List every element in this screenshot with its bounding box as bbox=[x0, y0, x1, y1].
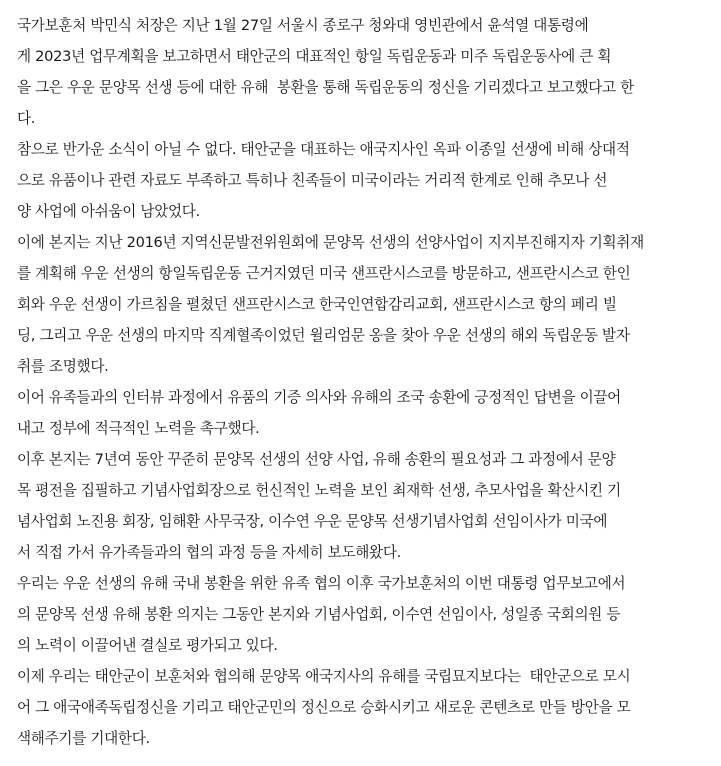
paragraph-6 bbox=[17, 568, 717, 661]
text-line: 다. bbox=[17, 110, 36, 127]
text-line: 딩, 그리고 우운 선생의 마지막 직계혈족이었던 윌리엄문 옹을 찾아 우운 선생의 해외 독립운동 발자 bbox=[17, 327, 630, 344]
text-line: 내고 정부에 적극적인 노력을 촉구했다. bbox=[17, 420, 260, 437]
paragraph-5 bbox=[17, 444, 717, 568]
paragraph-2 bbox=[17, 134, 717, 227]
paragraph-3 bbox=[17, 227, 717, 382]
text-line: 의 노력이 이끌어낸 결실로 평가되고 있다. bbox=[17, 637, 278, 654]
text-line: 우리는 우운 선생의 유해 국내 봉환을 위한 유족 협의 이후 국가보훈처의 이번 대통령 업무보고에서 bbox=[17, 575, 626, 592]
text-line: 를 계획해 우운 선생의 항일독립운동 근거지였던 미국 샌프란시스코를 방문하고, 샌프란시스코 한인 bbox=[17, 265, 631, 282]
text-line: 색해주기를 기대한다. bbox=[17, 730, 150, 747]
text-line: 이에 본지는 지난 2016년 지역신문발전위원회에 문양목 선생의 선양사업이 지지부진해지자 기획취재 bbox=[17, 234, 644, 251]
text-line: 의 문양목 선생 유해 봉환 의지는 그동안 본지와 기념사업회, 이수연 선임이사, 성일종 국회의원 등 bbox=[17, 606, 621, 623]
text-line: 게 2023년 업무계획을 보고하면서 태안군의 대표적인 항일 독립운동과 미주 독립운동사에 큰 획 bbox=[17, 48, 612, 65]
text-line: 참으로 반가운 소식이 아닐 수 없다. 태안군을 대표하는 애국지사인 옥파 이종일 선생에 비해 상대적 bbox=[17, 141, 630, 158]
text-line: 양 사업에 아쉬움이 남았었다. bbox=[17, 203, 200, 220]
text-line: 이후 본지는 7년여 동안 꾸준히 문양목 선생의 선양 사업, 유해 송환의 필요성과 그 과정에서 문양 bbox=[17, 451, 616, 468]
text-line: 목 평전을 집필하고 기념사업회장으로 헌신적인 노력을 보인 최재학 선생, 추모사업을 확산시킨 기 bbox=[17, 482, 621, 499]
text-line: 으로 유품이나 관련 자료도 부족하고 특히나 친족들이 미국이라는 거리적 한계로 인해 추모나 선 bbox=[17, 172, 608, 189]
text-line: 이제 우리는 태안군이 보훈처와 협의해 문양목 애국지사의 유해를 국립묘지보다는 태안군으로 모시 bbox=[17, 668, 631, 685]
article-body bbox=[17, 10, 717, 754]
text-line: 회와 우운 선생이 가르침을 펼쳤던 샌프란시스코 한국인연합감리교회, 샌프란시스코 항의 페리 빌 bbox=[17, 296, 617, 313]
text-line: 념사업회 노진용 회장, 임해환 사무국장, 이수연 우운 문양목 선생기념사업회 선임이사가 미국에 bbox=[17, 513, 608, 530]
paragraph-7 bbox=[17, 661, 717, 754]
text-line: 이어 유족들과의 인터뷰 과정에서 유품의 기증 의사와 유해의 조국 송환에 긍정적인 답변을 이끌어 bbox=[17, 389, 621, 406]
text-line: 취를 조명했다. bbox=[17, 358, 109, 375]
text-line: 국가보훈처 박민식 처장은 지난 1월 27일 서울시 종로구 청와대 영빈관에서 윤석열 대통령에 bbox=[17, 17, 589, 34]
text-line: 서 직접 가서 유가족들과의 협의 과정 등을 자세히 보도해왔다. bbox=[17, 544, 401, 561]
text-line: 어 그 애국애족독립정신을 기리고 태안군민의 정신으로 승화시키고 새로운 콘텐츠로 만들 방안을 모 bbox=[17, 699, 631, 716]
paragraph-4 bbox=[17, 382, 717, 444]
text-line: 을 그은 우운 문양목 선생 등에 대한 유해 봉환을 통해 독립운동의 정신을 기리겠다고 보고했다고 한 bbox=[17, 79, 634, 96]
paragraph-1 bbox=[17, 10, 717, 134]
